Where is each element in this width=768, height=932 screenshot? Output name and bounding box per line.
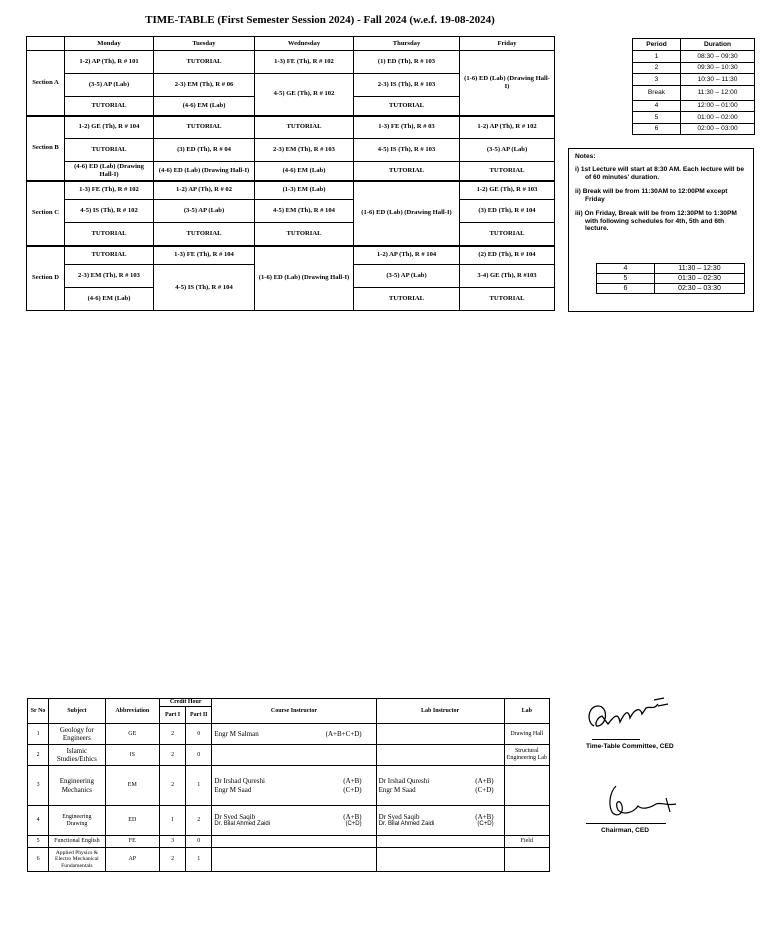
day-header: Tuesday	[154, 37, 255, 51]
part2-cell: 0	[186, 836, 212, 848]
slot: 1-3) FE (Th), R # 104	[154, 246, 255, 265]
slot: (4-6) EM (Lab)	[65, 288, 154, 311]
subject-cell: Engineering Mechanics	[49, 766, 105, 806]
section-label: Section C	[27, 181, 65, 246]
chairman-signature	[598, 782, 682, 822]
course-instructor-cell	[212, 724, 376, 745]
subject-cell: Geology for Engineers	[49, 724, 105, 745]
period-cell: 1	[633, 51, 681, 63]
slot: TUTORIAL	[354, 288, 460, 311]
abbr-cell: GE	[105, 724, 159, 745]
abbr-cell: AP	[105, 848, 159, 872]
slot: (1) ED (Th), R # 103	[354, 51, 460, 74]
note-item: ii) Break will be from 11:30AM to 12:00PM except Friday	[575, 187, 728, 203]
instructor-sections: (A+B)	[343, 813, 362, 822]
slot: (4-6) EM (Lab)	[255, 162, 354, 181]
duration-cell: 02:30 – 03:30	[655, 284, 745, 294]
slot: TUTORIAL	[154, 116, 255, 139]
abbr-cell: FE	[105, 836, 159, 848]
period-cell: 5	[597, 274, 655, 284]
subject-header: Subject	[49, 699, 105, 724]
part1-cell: 3	[159, 836, 185, 848]
period-cell: 5	[633, 112, 681, 124]
sr-cell: 6	[28, 848, 49, 872]
period-header: Period	[633, 39, 681, 51]
instructor-name: Engr M Saad	[378, 785, 416, 794]
instructor-sections: (C+D)	[343, 785, 362, 794]
chairman-label: Chairman, CED	[601, 827, 649, 834]
lab-instructor-header: Lab Instructor	[376, 699, 504, 724]
committee-label: Time-Table Committee, CED	[586, 743, 674, 750]
slot: 1-2) GE (Th), R # 104	[65, 116, 154, 139]
slot: 4-5) IS (Th), R # 104	[154, 265, 255, 311]
period-cell: 2	[633, 62, 681, 74]
part2-cell: 0	[186, 745, 212, 766]
period-cell: Break	[633, 85, 681, 100]
instructor-name: Dr. Bilal Ahmed Zaidi	[378, 821, 435, 828]
slot: (1-6) ED (Lab) (Drawing Hall-I)	[255, 246, 354, 311]
abbr-cell: EM	[105, 766, 159, 806]
part2-cell: 0	[186, 724, 212, 745]
lab-cell: Field	[504, 836, 549, 848]
section-label: Section D	[27, 246, 65, 311]
instructor-sections: (A+B)	[343, 777, 362, 786]
friday-schedule-table	[596, 263, 745, 294]
slot: 1-2) AP (Th), R # 104	[354, 246, 460, 265]
part2-cell: 2	[186, 806, 212, 836]
duration-cell: 01:30 – 02:30	[655, 274, 745, 284]
part1-cell: 2	[159, 745, 185, 766]
course-instructor-cell	[212, 848, 376, 872]
duration-cell: 01:00 – 02:00	[681, 112, 755, 124]
slot: 1-3) FE (Th), R # 102	[255, 51, 354, 74]
abbr-header: Abbreviation	[105, 699, 159, 724]
course-instructor-cell	[212, 806, 376, 836]
part1-cell: 1	[159, 806, 185, 836]
sr-cell: 1	[28, 724, 49, 745]
period-table	[632, 38, 755, 135]
lab-instructor-cell	[376, 745, 504, 766]
duration-cell: 10:30 – 11:30	[681, 74, 755, 86]
sr-header: Sr No	[28, 699, 49, 724]
day-header: Monday	[65, 37, 154, 51]
instructor-sections: (A+B)	[475, 813, 494, 822]
abbr-cell: IS	[105, 745, 159, 766]
slot: (2) ED (Th), R # 104	[460, 246, 555, 265]
subject-cell: Islamic Studies/Ethics	[49, 745, 105, 766]
slot: 3-4) GE (Th), R #103	[460, 265, 555, 288]
sr-cell: 4	[28, 806, 49, 836]
slot: 1-2) AP (Th), R # 101	[65, 51, 154, 74]
slot: (1-3) EM (Lab)	[255, 181, 354, 200]
instructor-name: Dr Syed Saqib	[378, 813, 420, 822]
instructor-name: Engr M Saad	[214, 785, 252, 794]
slot: TUTORIAL	[354, 97, 460, 116]
slot: (3-5) AP (Lab)	[154, 200, 255, 223]
period-cell: 3	[633, 74, 681, 86]
subject-cell: Functional English	[49, 836, 105, 848]
slot: (3-5) AP (Lab)	[65, 74, 154, 97]
period-cell: 4	[597, 264, 655, 274]
slot: (4-6) EM (Lab)	[154, 97, 255, 116]
part1-cell: 2	[159, 848, 185, 872]
duration-cell: 12:00 – 01:00	[681, 100, 755, 112]
slot: TUTORIAL	[255, 116, 354, 139]
duration-cell: 11:30 – 12:30	[655, 264, 745, 274]
page-title: TIME-TABLE (First Semester Session 2024) - Fall 2024 (w.e.f. 19-08-2024)	[145, 14, 495, 26]
slot: TUTORIAL	[65, 97, 154, 116]
slot: (1-6) ED (Lab) (Drawing Hall-I)	[354, 181, 460, 246]
part1-header: Part I	[159, 707, 185, 724]
day-header: Friday	[460, 37, 555, 51]
duration-cell: 02:00 – 03:00	[681, 123, 755, 135]
course-instructor-cell	[212, 836, 376, 848]
instructor-sections: (C+D)	[477, 821, 494, 828]
slot: TUTORIAL	[154, 223, 255, 246]
lab-cell: Drawing Hall	[504, 724, 549, 745]
lab-cell: Structural Engineering Lab	[504, 745, 549, 766]
part1-cell: 2	[159, 766, 185, 806]
lab-cell	[504, 848, 549, 872]
credit-header: Credit Hour	[159, 699, 211, 707]
section-label: Section A	[27, 51, 65, 116]
slot: 2-3) EM (Th), R # 103	[65, 265, 154, 288]
signature-line	[592, 739, 640, 740]
duration-header: Duration	[681, 39, 755, 51]
instructor-sections: (A+B)	[475, 777, 494, 786]
lab-cell	[504, 806, 549, 836]
slot: (1-6) ED (Lab) (Drawing Hall-I)	[460, 51, 555, 116]
lab-instructor-cell	[376, 766, 504, 806]
signature-line	[586, 823, 666, 824]
period-cell: 6	[597, 284, 655, 294]
slot: 2-3) EM (Th), R # 06	[154, 74, 255, 97]
slot: (3) ED (Th), R # 104	[460, 200, 555, 223]
slot: 4-5) GE (Th), R # 102	[255, 74, 354, 116]
part2-cell: 1	[186, 766, 212, 806]
subject-table	[27, 698, 550, 872]
slot: (3-5) AP (Lab)	[460, 139, 555, 162]
course-instructor-cell	[212, 766, 376, 806]
slot: (3) ED (Th), R # 04	[154, 139, 255, 162]
instructor-name: Dr Irshad Qureshi	[214, 777, 265, 786]
part1-cell: 2	[159, 724, 185, 745]
lab-instructor-cell	[376, 836, 504, 848]
lab-instructor-cell	[376, 806, 504, 836]
duration-cell: 08:30 – 09:30	[681, 51, 755, 63]
slot: 2-3) IS (Th), R # 103	[354, 74, 460, 97]
slot: 4-5) IS (Th), R # 103	[354, 139, 460, 162]
instructor-name: Dr. Bilal Ahmed Zaidi	[214, 821, 271, 828]
slot: TUTORIAL	[154, 51, 255, 74]
section-label: Section B	[27, 116, 65, 181]
slot: 1-3) FE (Th), R # 102	[65, 181, 154, 200]
subject-cell: Engineering Drawing	[49, 806, 105, 836]
slot: TUTORIAL	[460, 162, 555, 181]
slot: TUTORIAL	[354, 162, 460, 181]
duration-cell: 11:30 – 12:00	[681, 85, 755, 100]
slot: TUTORIAL	[65, 246, 154, 265]
lab-instructor-cell	[376, 724, 504, 745]
period-cell: 4	[633, 100, 681, 112]
slot: 1-3) FE (Th), R # 03	[354, 116, 460, 139]
slot: TUTORIAL	[255, 223, 354, 246]
slot: 4-5) IS (Th), R # 102	[65, 200, 154, 223]
slot: TUTORIAL	[65, 223, 154, 246]
part2-header: Part II	[186, 707, 212, 724]
notes-heading: Notes:	[575, 153, 596, 160]
abbr-cell: ED	[105, 806, 159, 836]
lab-instructor-cell	[376, 848, 504, 872]
slot: 1-2) AP (Th), R # 02	[154, 181, 255, 200]
slot: TUTORIAL	[460, 288, 555, 311]
slot: (4-6) ED (Lab) (Drawing Hall-I)	[65, 162, 154, 181]
part2-cell: 1	[186, 848, 212, 872]
slot: 1-2) AP (Th), R # 102	[460, 116, 555, 139]
period-cell: 6	[633, 123, 681, 135]
sr-cell: 2	[28, 745, 49, 766]
slot: (3-5) AP (Lab)	[354, 265, 460, 288]
day-header: Wednesday	[255, 37, 354, 51]
lab-header: Lab	[504, 699, 549, 724]
committee-signature	[584, 696, 676, 738]
subject-cell: Applied Physics & Electro Mechanical Fundamentals	[49, 848, 105, 872]
slot: TUTORIAL	[65, 139, 154, 162]
instructor-sections: (C+D)	[345, 821, 362, 828]
corner-cell	[27, 37, 65, 51]
slot: 1-2) GE (Th), R # 103	[460, 181, 555, 200]
course-instructor-header: Course Instructor	[212, 699, 376, 724]
instructor-name: Dr Irshad Qureshi	[378, 777, 430, 786]
slot: 4-5) EM (Th), R # 104	[255, 200, 354, 223]
lab-cell	[504, 766, 549, 806]
day-header: Thursday	[354, 37, 460, 51]
sr-cell: 3	[28, 766, 49, 806]
instructor-sections: (C+D)	[475, 785, 494, 794]
instructor-name: Dr Syed Saqib	[214, 813, 256, 822]
note-item: iii) On Friday, Break will be from 12:30PM to 1:30PM with following schedules for 4th, 5th and 6th lecture.	[575, 209, 737, 233]
sr-cell: 5	[28, 836, 49, 848]
timetable	[26, 36, 555, 311]
slot: 2-3) EM (Th), R # 103	[255, 139, 354, 162]
instructor-name: Engr M Salman	[214, 729, 259, 738]
instructor-sections: (A+B+C+D)	[325, 729, 362, 738]
slot: TUTORIAL	[460, 223, 555, 246]
slot: (4-6) ED (Lab) (Drawing Hall-I)	[154, 162, 255, 181]
duration-cell: 09:30 – 10:30	[681, 62, 755, 74]
note-item: i) 1st Lecture will start at 8:30 AM. Each lecture will be of 60 minutes' duration.	[575, 166, 745, 181]
course-instructor-cell	[212, 745, 376, 766]
